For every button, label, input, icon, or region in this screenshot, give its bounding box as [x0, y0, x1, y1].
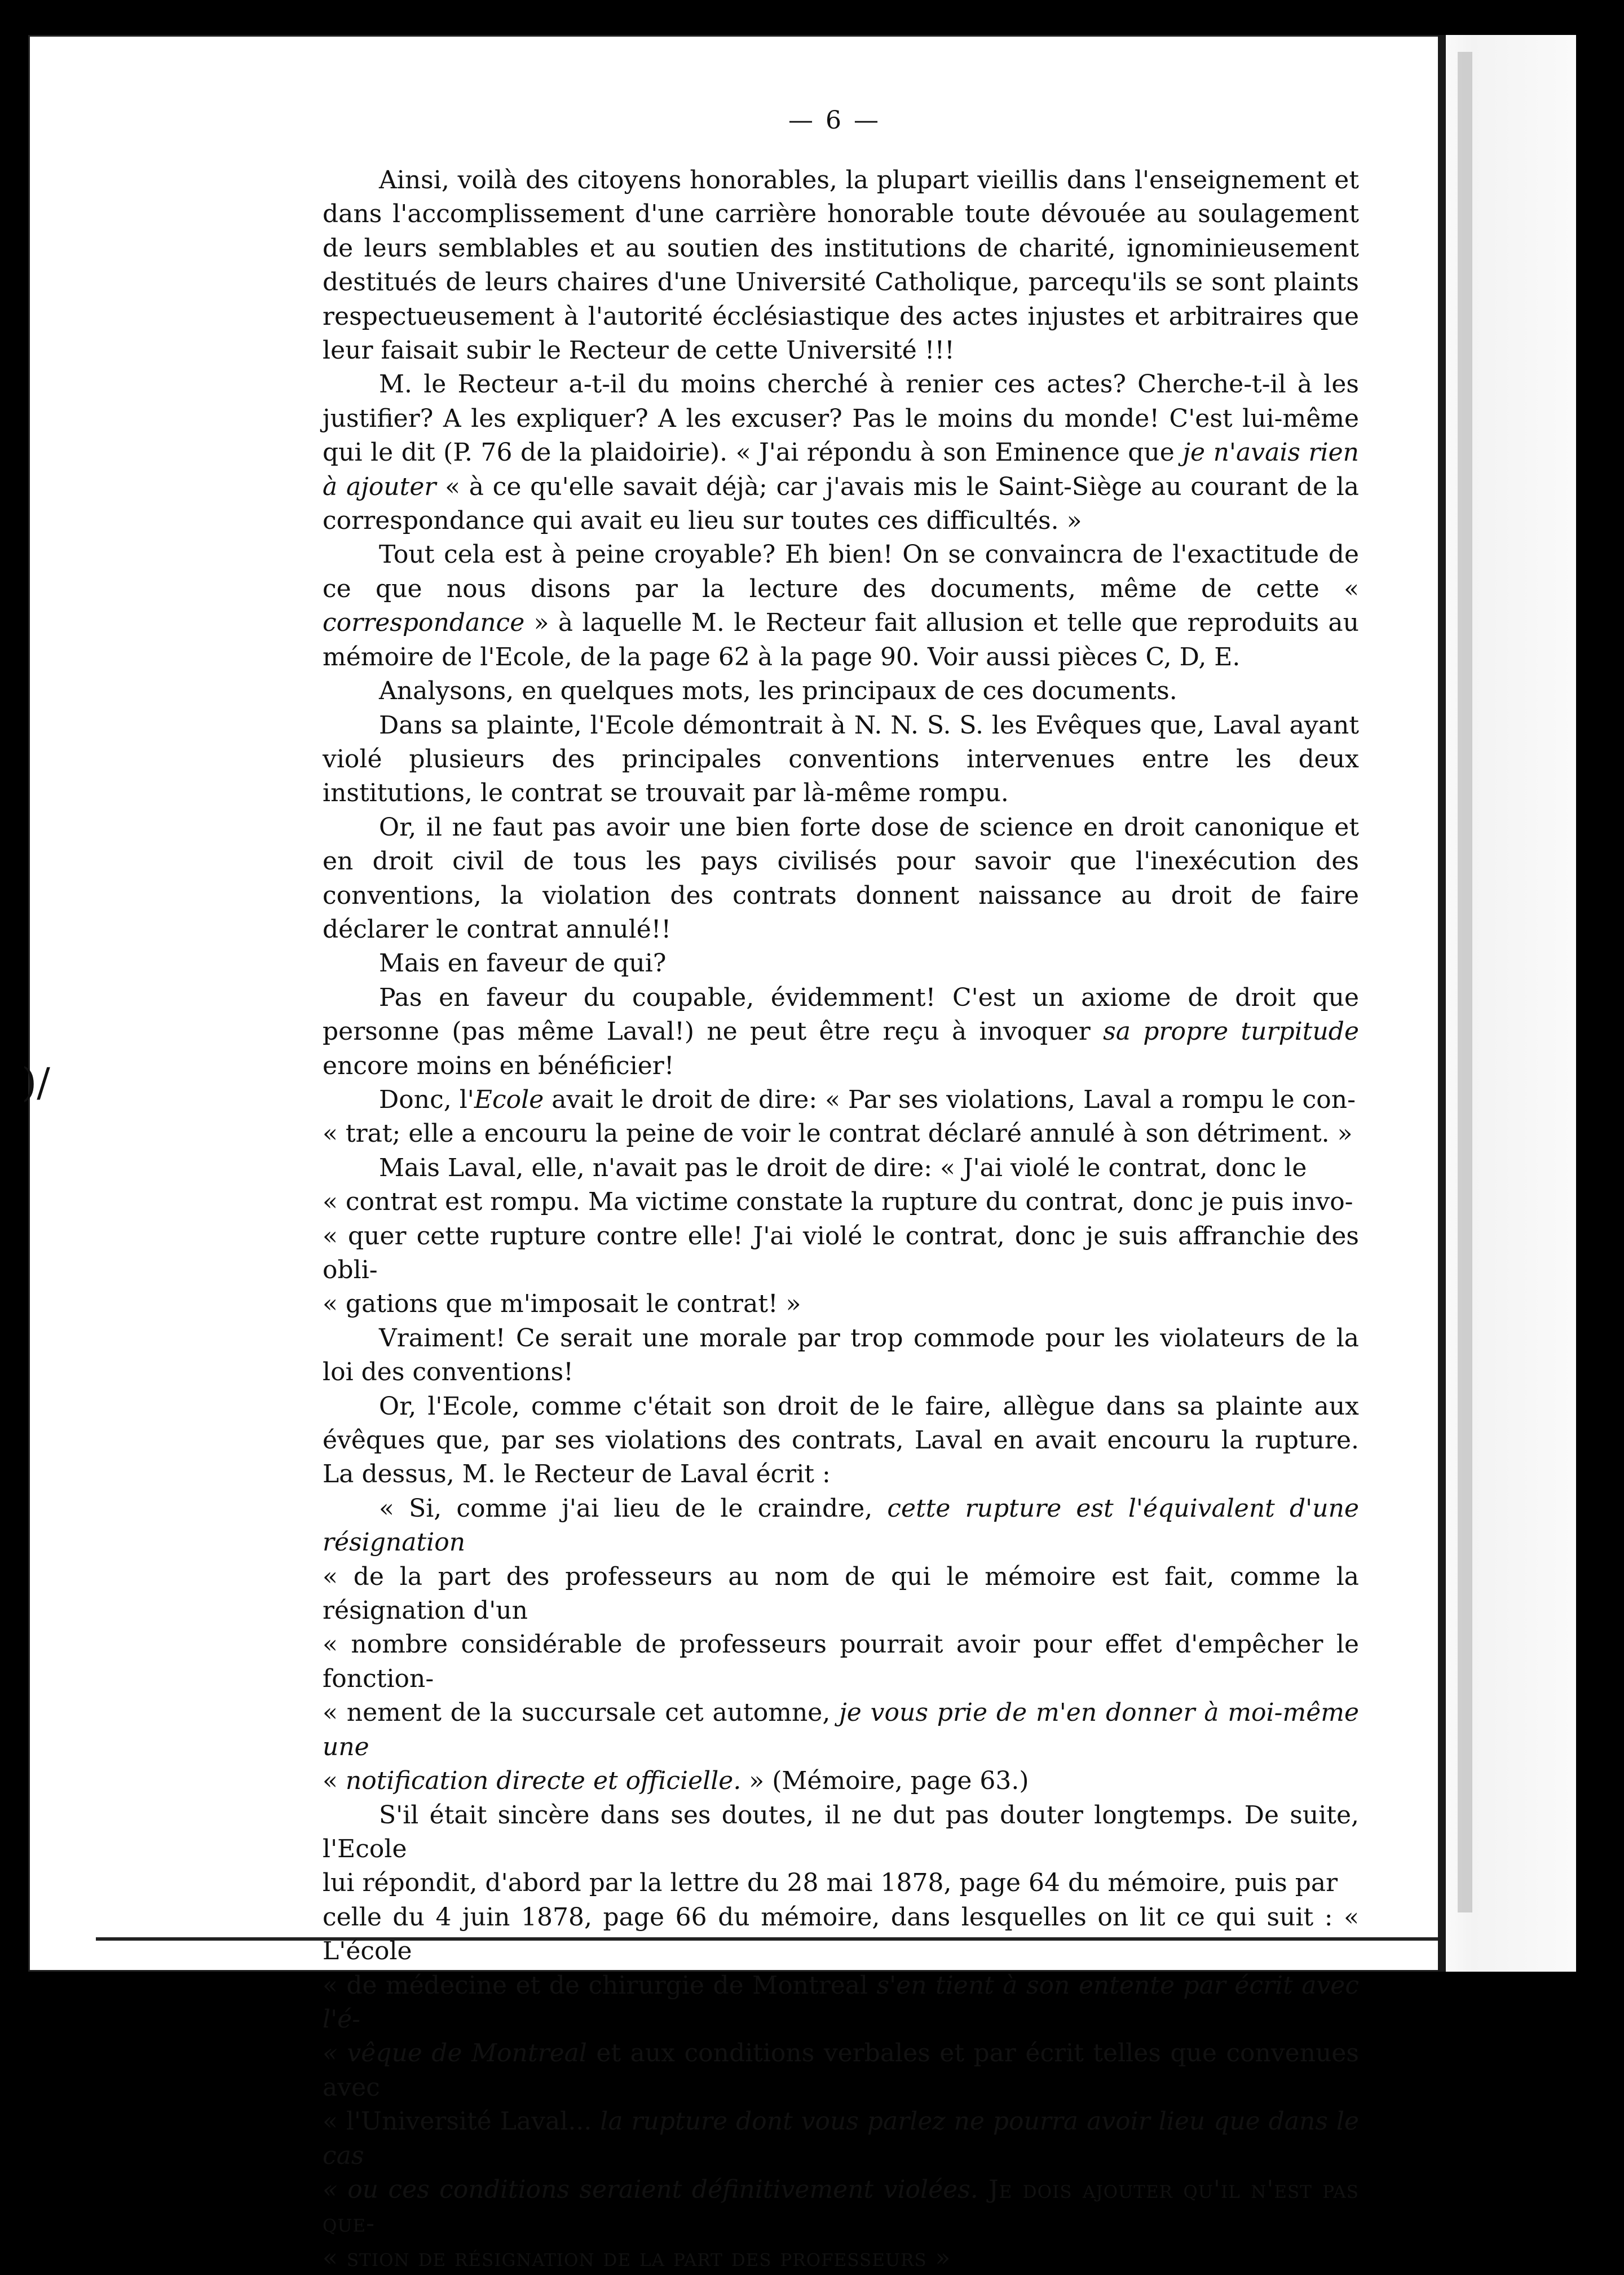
quote-line-4	[323, 1696, 1359, 1764]
quote-italic: je vous prie de m'en donner à moi-même une	[323, 1698, 1359, 1761]
paragraph-5: Dans sa plainte, l'Ecole démontrait à N. N. S. S. les Evêques que, Laval ayant violé plusieurs des principales conventions intervenues entre les deux institutions, le contrat se trouvait par là-même rompu.	[323, 710, 1359, 808]
paragraph-10-line-3: « quer cette rupture contre elle! J'ai violé le contrat, donc je suis affranchie des obli-	[323, 1221, 1359, 1284]
paragraph-8-italic: sa propre turpitude	[1103, 1017, 1360, 1046]
quote-line-5	[323, 1764, 1359, 1798]
paragraph-7: Mais en faveur de qui?	[379, 949, 667, 978]
paragraph-13-italic: « ou ces conditions seraient définitivement violées.	[323, 2175, 978, 2204]
body-text	[323, 164, 1359, 2275]
quote-line-1	[323, 1492, 1359, 1560]
paragraph-2	[323, 368, 1359, 538]
paragraph-10-line-1: Mais Laval, elle, n'avait pas le droit de dire: « J'ai violé le contrat, donc le	[379, 1153, 1307, 1182]
paragraph-13-line-7	[323, 2173, 1359, 2241]
margin-mark: )/	[21, 1059, 50, 1106]
paragraph-9-line-2: « trat; elle a encouru la peine de voir le contrat déclaré annulé à son détriment. »	[323, 1119, 1353, 1148]
paragraph-11: Vraiment! Ce serait une morale par trop commode pour les violateurs de la loi des conventions!	[323, 1323, 1359, 1387]
paragraph-9-italic: Ecole	[474, 1085, 544, 1114]
paragraph-13-italic: s'en tient à son entente par écrit avec l'é-	[323, 1971, 1359, 2034]
paragraph-13-line-6	[323, 2105, 1359, 2173]
paragraph-2-quote-end: « à ce qu'elle savait déjà; car j'avais mis le Saint-Siège au courant de la correspondance qui avait eu lieu sur toutes ces difficultés. »	[323, 472, 1359, 536]
paragraph-3	[323, 538, 1359, 674]
paragraph-13-small-caps: Je dois ajouter qu'il n'est pas que-	[323, 2175, 1359, 2238]
paragraph-8	[323, 981, 1359, 1083]
quote-text: «	[323, 1766, 346, 1796]
quote-text: « Si, comme j'ai lieu de le craindre,	[379, 1494, 888, 1523]
paragraph-13-text: et aux conditions verbales et par écrit telles que convenues avec	[323, 2039, 1359, 2102]
quote-line-3: « nombre considérable de professeurs pourrait avoir pour effet d'empêcher le fonction-	[323, 1630, 1359, 1693]
page-number: — 6 —	[788, 106, 881, 135]
paragraph-1: Ainsi, voilà des citoyens honorables, la plupart vieillis dans l'enseignement et dans l'accomplissement d'une carrière honorable toute dévouée au soulagement de leurs semblables et au soutien des institutions de charité, ignominieusement destitués de leurs chaires d'une Université Catholique, parcequ'ils se sont plaints respectueusement à l'autorité écclésiastique des actes injustes et arbitraires que leur faisait subir le Recteur de cette Université !!!	[323, 166, 1359, 365]
paragraph-8-text: Pas en faveur du coupable, évidemment! C'est un axiome de droit que personne (pas même Laval!) ne peut être reçu à invoquer	[323, 983, 1359, 1046]
paragraph-13-italic: la rupture dont vous parlez ne pourra avoir lieu que dans le cas	[323, 2107, 1359, 2170]
paragraph-3-text: Tout cela est à peine croyable? Eh bien! On se convaincra de l'exactitude de ce que nous disons par la lecture des documents, même de cette «	[323, 540, 1359, 603]
quote-line-2: « de la part des professeurs au nom de qui le mémoire est fait, comme la résignation d'un	[323, 1562, 1359, 1625]
quote-citation: » (Mémoire, page 63.)	[741, 1766, 1029, 1796]
paragraph-4: Analysons, en quelques mots, les principaux de ces documents.	[379, 677, 1177, 706]
paragraph-9-text-cont: avait le droit de dire: « Par ses violations, Laval a rompu le con-	[544, 1085, 1356, 1114]
quote-text: « nement de la succursale cet automne,	[323, 1698, 840, 1728]
paragraph-12: Or, l'Ecole, comme c'était son droit de le faire, allègue dans sa plainte aux évêques que, par ses violations des contrats, Laval en avait encouru la rupture. La dessus, M. le Recteur de Laval écrit :	[323, 1391, 1359, 1489]
paragraph-13-line-8: « stion de résignation de la part des professeurs »	[323, 2243, 951, 2272]
paragraph-13-line-2: lui répondit, d'abord par la lettre du 28 mai 1878, page 64 du mémoire, puis par	[323, 1868, 1338, 1898]
paragraph-13-line-1: S'il était sincère dans ses doutes, il ne dut pas douter longtemps. De suite, l'Ecole	[323, 1800, 1359, 1863]
paragraph-13-line-3: celle du 4 juin 1878, page 66 du mémoire, dans lesquelles on lit ce qui suit : « L'école	[323, 1902, 1359, 1966]
paragraph-2-text: M. le Recteur a-t-il du moins cherché à renier ces actes? Cherche-t-il à les justifier? A les expliquer? A les excuser? Pas le moins du monde! C'est lui-même qui le dit (P. 76 de la plaidoirie). « J'ai répondu à son Eminence que	[323, 370, 1359, 467]
paragraph-10-line-4: « gations que m'imposait le contrat! »	[323, 1289, 801, 1319]
paragraph-10-line-2: « contrat est rompu. Ma victime constate la rupture du contrat, donc je puis invo-	[323, 1187, 1353, 1217]
paragraph-13-italic: « vêque de Montreal	[323, 2039, 587, 2068]
paragraph-8-text-end: encore moins en bénéficier!	[323, 1051, 674, 1080]
paragraph-13-line-5	[323, 2037, 1359, 2105]
quote-italic: cette rupture est l'équivalent d'une résignation	[323, 1494, 1359, 1557]
paragraph-9-text: Donc, l'	[379, 1085, 474, 1114]
paragraph-3-italic: correspondance	[323, 608, 525, 638]
quote-italic: notification directe et officielle.	[345, 1766, 742, 1796]
paragraph-13-text: « l'Université Laval...	[323, 2107, 601, 2136]
paragraph-3-text-end: » à laquelle M. le Recteur fait allusion et telle que reproduits au mémoire de l'Ecole, de la page 62 à la page 90. Voir aussi pièces C, D, E.	[323, 608, 1359, 672]
paragraph-2-italic: je n'avais rien à ajouter	[323, 438, 1359, 501]
paragraph-13-text: « de médecine et de chirurgie de Montreal	[323, 1971, 877, 2000]
page-edge-shadow	[1458, 52, 1472, 1912]
page-edge	[1438, 35, 1576, 1972]
paragraph-6: Or, il ne faut pas avoir une bien forte dose de science en droit canonique et en droit civil de tous les pays civilisés pour savoir que l'inexécution des conventions, la violation des contrats donnent naissance au droit de faire déclarer le contrat annulé!!	[323, 812, 1359, 944]
paragraph-9	[323, 1083, 1359, 1117]
